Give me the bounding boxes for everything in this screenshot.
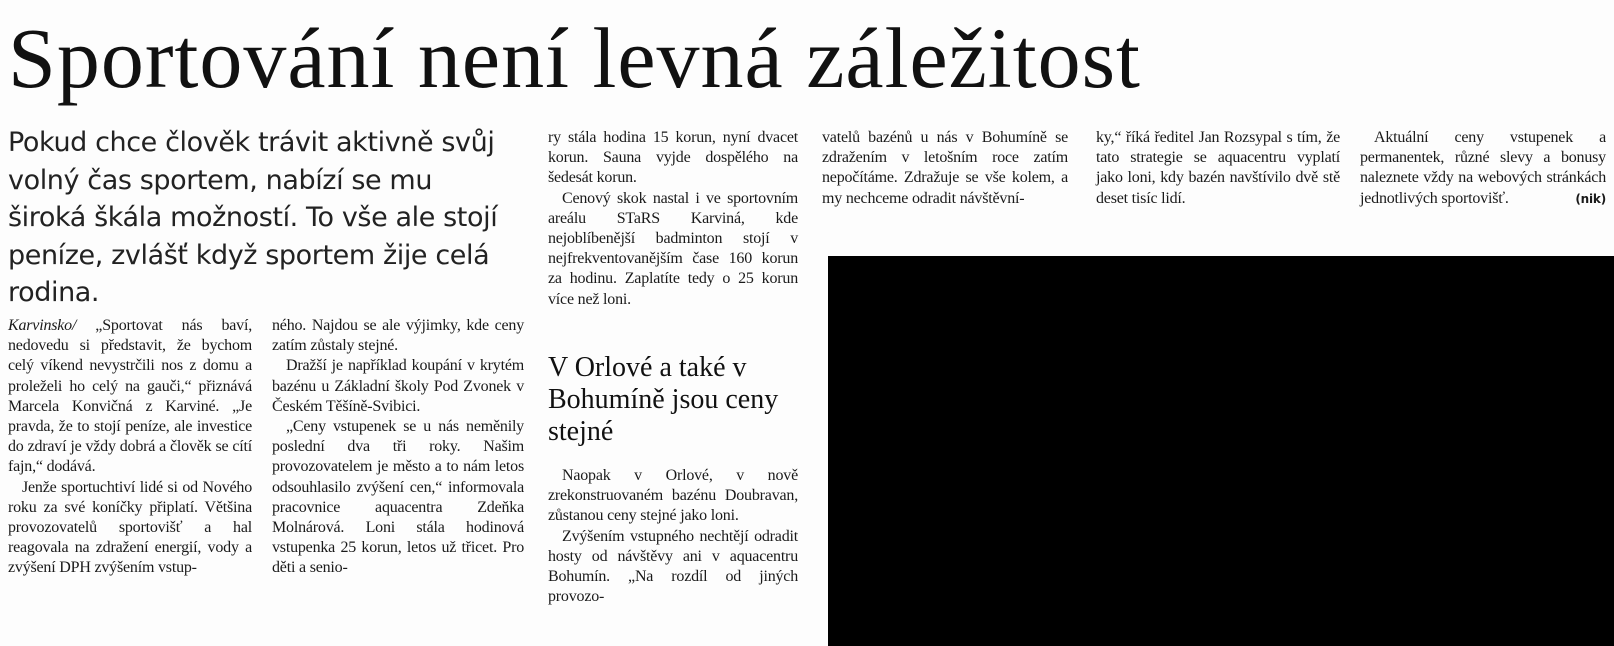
paragraph [8,316,252,478]
column-1 [8,316,252,579]
column-3-top [548,128,798,310]
column-6 [1360,128,1606,209]
column-4 [822,128,1068,209]
author-byline: (nik) [1575,191,1606,206]
column-2 [272,316,524,579]
redacted-image-area [828,256,1614,646]
article-headline: Sportování není levná záležitost [8,10,1141,106]
article-lead: Pokud chce člověk trávit aktivně svůj volný čas sportem, nabízí se mu široká škála možností. To vše ale stojí peníze, zvlášť když sportem žije celá rodina. [8,127,498,308]
paragraph: „Ceny vstupenek se u nás neměnily poslední dva tři roky. Našim provozovatelem je město a to nám letos odsouhlasilo zvýšení cen,“ informovala pracovnice aquacentra Zdeňka Molnárová. Loni stála hodinová vstupenka 25 korun, letos už třicet. Pro děti a senio- [272,418,524,577]
paragraph: Naopak v Orlové, v nově zrekonstruovaném bazénu Doubravan, zůstanou ceny stejné jako loni. [548,467,798,525]
subheading: V Orlové a také v Bohumíně jsou ceny stejné [548,352,779,447]
paragraph: Cenový skok nastal i ve sportovním areálu STaRS Karviná, kde nejoblíbenější badminton stojí v nejfrekventovanějším čase 160 korun za hodinu. Zaplatíte tedy o 25 korun více než loni. [548,189,798,308]
column-3-bottom [548,466,798,607]
dateline: Karvinsko/ [8,317,77,334]
paragraph [1360,128,1606,209]
column-5 [1096,128,1340,209]
paragraph: Jenže sportuchtiví lidé si od Nového roku za své koníčky připlatí. Většina provozovatelů sportovišť a hal reagovala na zdražení energií, vody a zvýšení DPH zvýšením vstup- [8,478,252,577]
paragraph: ry stála hodina 15 korun, nyní dvacet korun. Sauna vyjde dospělého na šedesát korun. [548,129,798,187]
paragraph-text: „Sportovat nás baví, nedovedu si představit, že bychom celý víkend nevystrčili nos z domu a proleželi ho celý na gauči,“ přiznává Marcela Konvičná z Karviné. „Je pravda, že to stojí peníze, ale investice do zdraví je vždy dobrá a člověk se cítí fajn,“ dodává. [8,317,252,476]
paragraph: Dražší je například koupání v krytém bazénu u Základní školy Pod Zvonek v Českém Těšíně-Svibici. [272,357,524,415]
paragraph: vatelů bazénů u nás v Bohumíně se zdražením v letošním roce zatím nepočítáme. Zdražuje se vše kolem, a my nechceme odradit návštěvní- [822,129,1068,207]
paragraph: ky,“ říká ředitel Jan Rozsypal s tím, že tato strategie se aquacentru vyplatí jako loni, kdy bazén navštívilo dvě stě deset tisíc lidí. [1096,129,1340,207]
paragraph: Zvýšením vstupného nechtějí odradit hosty od návštěvy ani v aquacentru Bohumín. „Na rozdíl od jiných provozo- [548,527,798,606]
paragraph-text: Aktuální ceny vstupenek a permanentek, různé slevy a bonusy naleznete vždy na webových stránkách jednotlivých sportovišť. [1360,129,1606,207]
paragraph: ného. Najdou se ale výjimky, kde ceny zatím zůstaly stejné. [272,317,524,355]
